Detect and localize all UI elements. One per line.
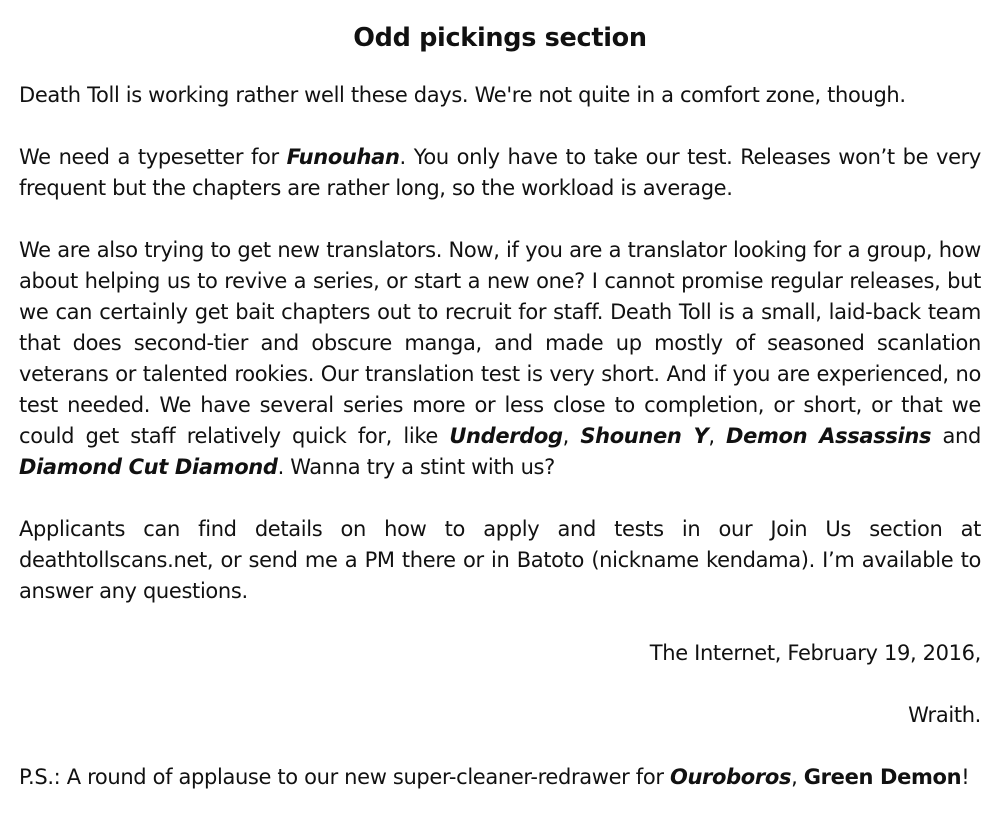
document-page — [19, 18, 981, 793]
status-text: Death Toll is working rather well these days. We're not quite in a comfort zone, though. — [19, 83, 906, 107]
applicants-paragraph — [19, 514, 981, 607]
postscript-separator: , — [791, 765, 804, 789]
series-title-ouroboros: Ouroboros — [669, 765, 792, 789]
status-paragraph — [19, 80, 981, 111]
place-date: The Internet, February 19, 2016, — [649, 641, 981, 665]
separator-3: and — [931, 424, 981, 448]
translators-paragraph — [19, 235, 981, 483]
typesetter-text-end: . You only have to take our test. Releases won’t be very frequent but the chapters are rather long, so the workload is average. — [19, 145, 981, 200]
typesetter-paragraph — [19, 142, 981, 204]
postscript-text-start: P.S.: A round of applause to our new super-cleaner-redrawer for — [19, 765, 670, 789]
signature-line — [19, 700, 981, 731]
section-title: Odd pickings section — [353, 23, 647, 53]
separator-1: , — [562, 424, 581, 448]
series-title-underdog: Underdog — [449, 424, 563, 448]
place-date-line — [19, 638, 981, 669]
postscript-text-end: ! — [961, 765, 970, 789]
translators-text-start: We are also trying to get new translators. Now, if you are a translator looking for a group, how about helping us to revive a series, or start a new one? I cannot promise regular releases, but we can certainly get bait chapters out to recruit for staff. Death Toll is a small, laid-back team that does second-tier and obscure manga, and made up mostly of seasoned scanlation veterans or talented rookies. Our translation test is very short. And if you are experienced, no test needed. We have several series more or less close to completion, or short, or that we could get staff relatively quick for, like — [19, 238, 981, 448]
series-title-funouhan: Funouhan — [286, 145, 400, 169]
signature-name: Wraith. — [908, 703, 981, 727]
applicants-text: Applicants can find details on how to apply and tests in our Join Us section at deathtollscans.net, or send me a PM there or in Batoto (nickname kendama). I’m available to answer any questions. — [19, 517, 981, 603]
separator-2: , — [708, 424, 727, 448]
staff-name-green-demon: Green Demon — [803, 765, 962, 789]
series-title-diamond-cut-diamond: Diamond Cut Diamond — [19, 455, 278, 479]
typesetter-text-start: We need a typesetter for — [19, 145, 287, 169]
series-title-shounen-y: Shounen Y — [580, 424, 709, 448]
translators-text-end: . Wanna try a stint with us? — [277, 455, 555, 479]
postscript-paragraph — [19, 762, 981, 793]
series-title-demon-assassins: Demon Assassins — [726, 424, 932, 448]
